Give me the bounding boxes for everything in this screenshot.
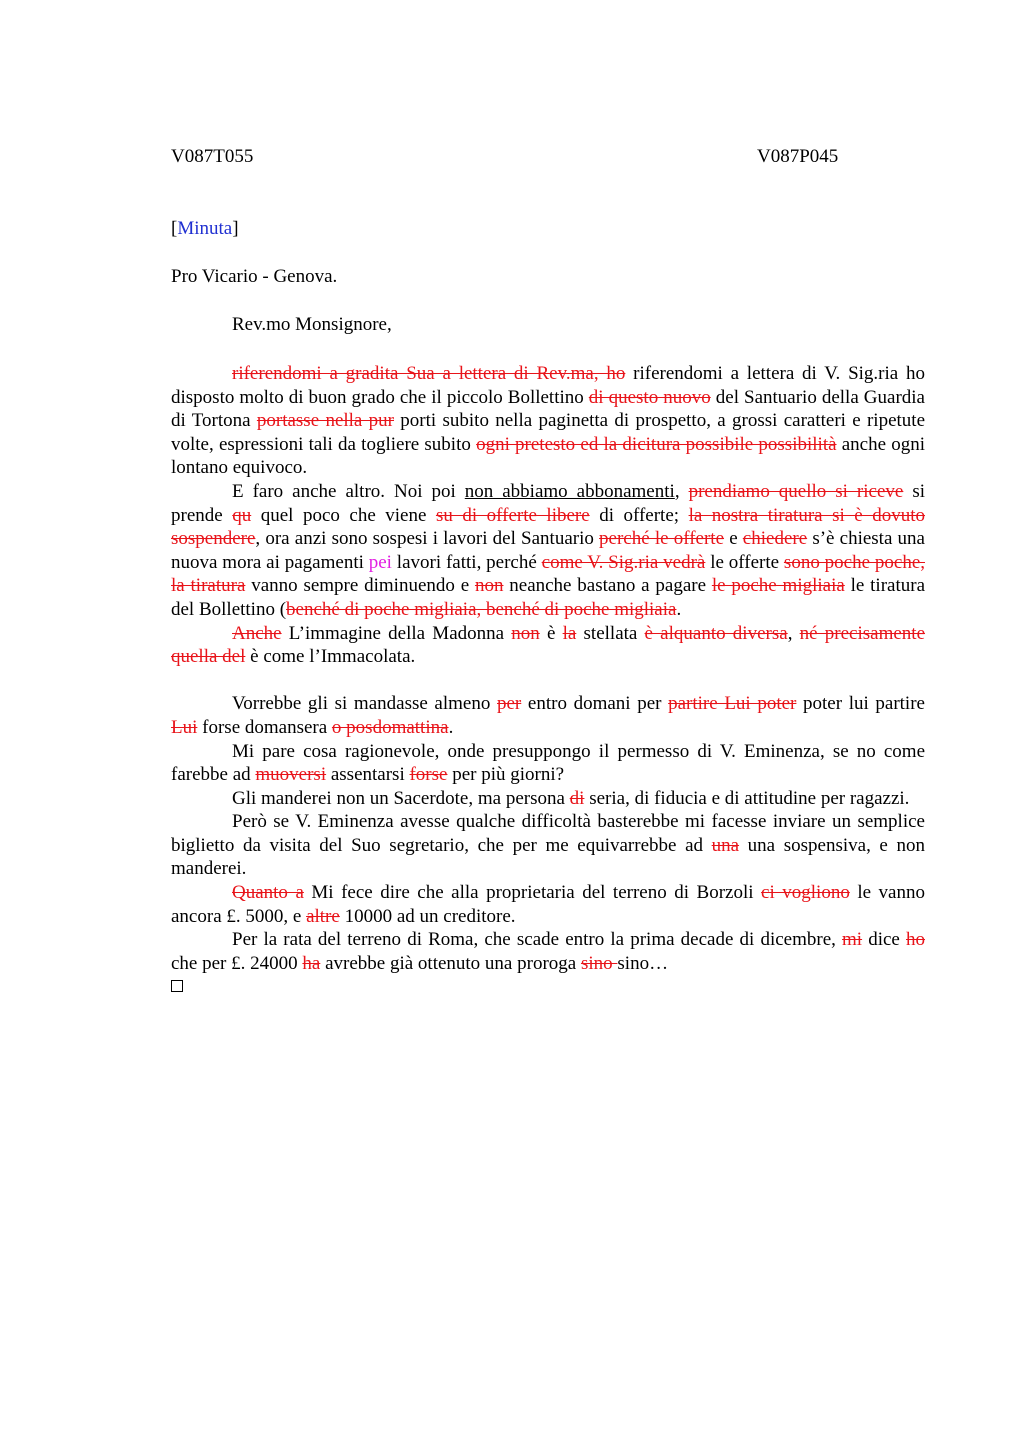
deleted-text: forse xyxy=(409,764,448,786)
text-run: si prende xyxy=(171,480,926,526)
letter-paragraph xyxy=(171,622,925,669)
letter-paragraph xyxy=(171,740,925,787)
text-run: le tiratura del Bollettino ( xyxy=(171,575,926,620)
letter-paragraph xyxy=(171,480,925,622)
text-run: le offerte xyxy=(705,551,784,573)
text-run: avrebbe già ottenuto una proroga xyxy=(320,952,581,974)
inserted-text: pei xyxy=(368,551,392,573)
deleted-text: sino xyxy=(580,952,618,974)
letter-paragraph xyxy=(171,881,925,928)
text-run: riferendomi a lettera di V. Sig.ria ho disposto molto di buon grado che il piccolo Bollettino xyxy=(171,363,925,408)
text-run: le vanno ancora £. 5000, e xyxy=(171,882,925,927)
deleted-text: partire Lui poter xyxy=(668,693,797,715)
salutation: Rev.mo Monsignore, xyxy=(232,314,392,335)
text-run: per più giorni? xyxy=(447,764,565,786)
text-run: . xyxy=(676,598,682,620)
deleted-text: perché le offerte xyxy=(599,528,725,550)
minuta-text: Minuta xyxy=(177,218,233,239)
deleted-text: mi xyxy=(842,929,863,951)
deleted-text: di questo nuovo xyxy=(588,386,711,408)
deleted-text: Lui xyxy=(171,716,198,738)
deleted-text: ha xyxy=(302,952,321,974)
deleted-text: la xyxy=(562,622,577,644)
text-run: sino… xyxy=(617,952,669,974)
text-run: L’immagine della Madonna xyxy=(281,622,512,644)
deleted-text: prendiamo quello si riceve xyxy=(688,480,904,502)
left-document-code: V087T055 xyxy=(171,146,254,167)
deleted-text: per xyxy=(497,693,522,715)
text-run: è come l’Immacolata. xyxy=(245,646,416,668)
deleted-text: né precisamente quella del xyxy=(171,622,925,668)
deleted-text: di xyxy=(569,787,585,809)
text-run: assentarsi xyxy=(326,764,410,786)
text-run: E faro anche altro. Noi poi xyxy=(232,480,465,502)
text-run: di offerte; xyxy=(589,504,689,526)
letter-paragraph xyxy=(171,810,925,881)
text-run: è xyxy=(539,622,563,644)
text-run: entro domani per xyxy=(521,693,669,715)
letter-paragraph xyxy=(171,928,925,975)
text-run: , xyxy=(787,622,800,644)
deleted-text: ci vogliono xyxy=(761,882,850,904)
text-run: , xyxy=(674,480,689,502)
text-run: 10000 ad un creditore. xyxy=(339,905,516,927)
text-run: Gli manderei non un Sacerdote, ma persona xyxy=(232,787,570,809)
letter-paragraph xyxy=(171,362,925,480)
text-run: stellata xyxy=(576,622,645,644)
minuta-bracket-open: [ xyxy=(171,218,178,239)
end-marker-box xyxy=(171,980,183,992)
deleted-text: ogni pretesto ed la dicitura possibile possibilità xyxy=(476,433,837,455)
minuta-bracket-close: ] xyxy=(232,218,239,239)
recipient-line: Pro Vicario - Genova. xyxy=(171,266,338,287)
text-run: . xyxy=(448,716,454,738)
text-run: Vorrebbe gli si mandasse almeno xyxy=(232,693,497,715)
deleted-text: Quanto a xyxy=(232,882,304,904)
deleted-text: riferendomi a gradita Sua a lettera di Rev.ma, ho xyxy=(232,363,626,384)
text-run: una sospensiva, e non manderei. xyxy=(171,834,925,880)
text-run: forse domansera xyxy=(197,716,332,738)
deleted-text: ho xyxy=(906,929,925,951)
minuta-label xyxy=(171,218,239,240)
text-run: del Santuario della Guardia di Tortona xyxy=(171,386,925,432)
text-run: e xyxy=(724,528,743,550)
text-run: seria, di fiducia e di attitudine per ragazzi. xyxy=(584,787,910,809)
deleted-text: chiedere xyxy=(742,528,808,550)
deleted-text: le poche migliaia xyxy=(711,575,845,597)
deleted-text: portasse nella pur xyxy=(256,410,394,432)
text-run: s’è chiesta una nuova mora ai pagamenti xyxy=(171,528,925,573)
deleted-text: muoversi xyxy=(255,764,327,786)
letter-paragraph xyxy=(171,787,925,811)
letter-body xyxy=(171,362,925,992)
text-run: Per la rata del terreno di Roma, che scade entro la prima decade di dicembre, xyxy=(232,929,843,951)
deleted-text: non xyxy=(511,622,540,644)
deleted-text: o posdomattina xyxy=(331,716,449,738)
text-run: Però se V. Eminenza avesse qualche difficoltà basterebbe mi facesse inviare un semplice biglietto da visita del Suo segretario, che per me equivarrebbe ad xyxy=(171,811,925,856)
text-run: dice xyxy=(862,929,906,951)
text-run: vanno sempre diminuendo e xyxy=(245,575,475,597)
text-run: porti subito nella paginetta di prospetto, a grossi caratteri e ripetute volte, espressioni tali da togliere subito xyxy=(171,410,925,455)
document-header xyxy=(171,146,844,170)
text-run: Mi fece dire che alla proprietaria del terreno di Borzoli xyxy=(303,882,762,904)
deleted-text: come V. Sig.ria vedrà xyxy=(541,551,706,573)
text-run: quel poco che viene xyxy=(251,504,436,526)
text-run: lavori fatti, perché xyxy=(391,551,542,573)
deleted-text: altre xyxy=(306,905,340,927)
text-run: poter lui partire xyxy=(796,693,925,715)
text-run: , ora anzi sono sospesi i lavori del Santuario xyxy=(255,528,600,550)
letter-paragraph xyxy=(171,692,925,739)
text-run: neanche bastano a pagare xyxy=(503,575,712,597)
deleted-text: Anche xyxy=(232,622,282,644)
deleted-text: su di offerte libere xyxy=(435,504,590,526)
deleted-text: è alquanto diversa xyxy=(644,622,788,644)
deleted-text: sono poche poche, la tiratura xyxy=(171,551,925,597)
underlined-text: non abbiamo abbonamenti xyxy=(464,480,675,502)
text-run: Mi pare cosa ragionevole, onde presuppongo il permesso di V. Eminenza, se no come farebbe ad xyxy=(171,740,925,786)
deleted-text: benché di poche migliaia, benché di poche migliaia xyxy=(286,598,677,620)
text-run: anche ogni lontano equivoco. xyxy=(171,433,926,479)
deleted-text: non xyxy=(474,575,504,597)
text-run: che per £. 24000 xyxy=(171,952,303,974)
right-document-code: V087P045 xyxy=(757,146,839,167)
deleted-text: qu xyxy=(232,504,252,526)
deleted-text: una xyxy=(711,834,740,856)
deleted-text: la nostra tiratura si è dovuto sospendere xyxy=(171,504,926,550)
